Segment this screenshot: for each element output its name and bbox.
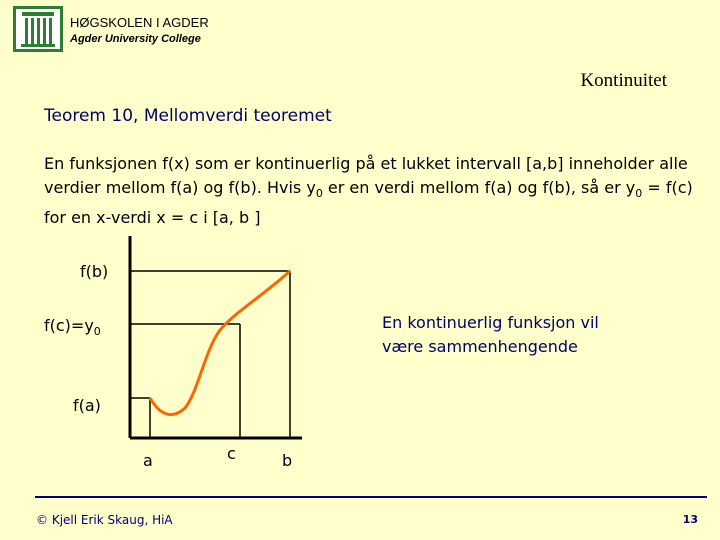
function-curve bbox=[150, 271, 290, 415]
statement-part2: er en verdi mellom f(a) og f(b), så er y bbox=[322, 178, 636, 197]
label-b: b bbox=[282, 451, 293, 470]
footer-divider bbox=[35, 496, 707, 498]
school-name: HØGSKOLEN I AGDER bbox=[70, 15, 209, 30]
page-number: 13 bbox=[682, 513, 698, 526]
continuity-note bbox=[382, 311, 599, 359]
label-c: c bbox=[227, 444, 236, 463]
label-fc bbox=[44, 316, 101, 338]
statement-part3: = f(c) for en x-verdi x = c i [a, b ] bbox=[44, 178, 693, 228]
college-name: Agder University College bbox=[70, 33, 201, 45]
statement-part1: En funksjonen f(x) som er kontinuerlig på et lukket intervall [a,b] inneholder alle verdier mellom f(a) og f(b). Hvis y bbox=[44, 154, 688, 197]
statement-sub2: 0 bbox=[635, 187, 643, 201]
label-fa: f(a) bbox=[73, 396, 101, 415]
label-fb: f(b) bbox=[80, 262, 109, 281]
footer-copyright bbox=[36, 513, 173, 527]
label-a: a bbox=[143, 451, 153, 470]
theorem-heading: Teorem 10, Mellomverdi teoremet bbox=[44, 106, 332, 126]
statement-sub1: 0 bbox=[315, 187, 323, 201]
note-line2: være sammenhengende bbox=[382, 337, 578, 356]
note-line1: En kontinuerlig funksjon vil bbox=[382, 313, 599, 332]
label-fc-sub: 0 bbox=[93, 325, 101, 339]
copyright-text: Kjell Erik Skaug, HiA bbox=[51, 513, 173, 527]
copyright-icon: © bbox=[36, 513, 52, 527]
label-fc-prefix: f(c)=y bbox=[44, 316, 94, 335]
slide-title: Kontinuitet bbox=[580, 70, 667, 91]
